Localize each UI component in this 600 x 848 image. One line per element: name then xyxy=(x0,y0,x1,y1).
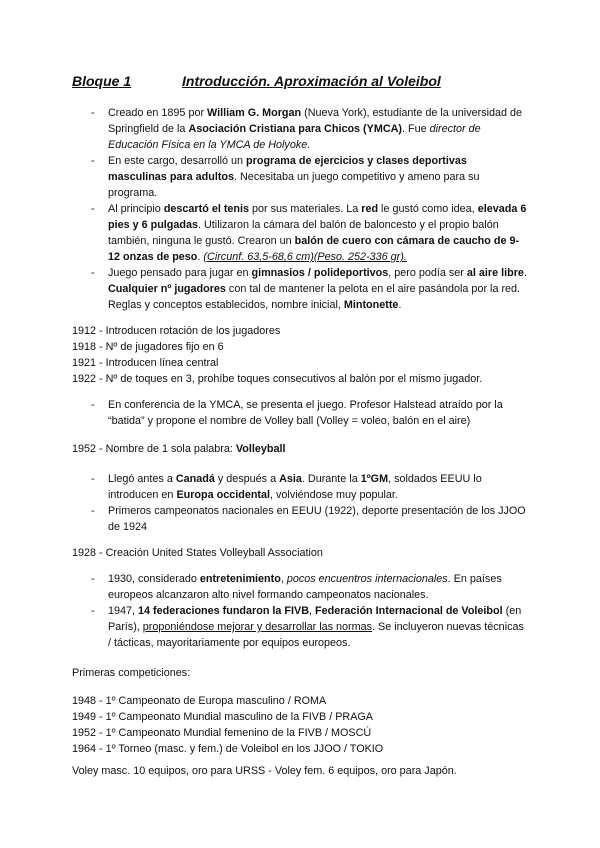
text-segment: . Necesitaba un juego competitivo y ameno para su programa. xyxy=(108,171,480,199)
emphasis-text: descartó el tenis xyxy=(163,203,250,215)
text-segment: . Se incluyeron nuevas técnicas / tácticas, mayoritariamente por equipos europeos. xyxy=(108,621,524,649)
bullet-item xyxy=(91,571,528,603)
text-segment: (Nueva York), estudiante de la universidad de Springfield de la xyxy=(108,107,523,135)
emphasis-text: Volleyball xyxy=(235,443,286,455)
text-segment: . Fue xyxy=(402,123,430,135)
text-segment: , xyxy=(280,573,287,585)
text-segment: , volviéndose muy popular. xyxy=(270,489,398,501)
bullet-dash: - xyxy=(91,399,95,411)
text-segment: 1921 - Introducen línea central xyxy=(72,357,219,369)
bullet-item xyxy=(91,471,528,503)
bullet-dash: - xyxy=(91,155,95,167)
bullet-item xyxy=(91,603,528,651)
text-line xyxy=(72,339,532,355)
page-title: Introducción. Aproximación al Voleibol xyxy=(182,73,441,89)
emphasis-text: Cualquier nº jugadores xyxy=(108,283,226,295)
bullet-dash: - xyxy=(91,605,95,617)
emphasis-text: proponiéndose mejorar y desarrollar las normas xyxy=(142,621,373,633)
emphasis-text: Federación Internacional de Voleibol xyxy=(315,605,503,617)
emphasis-text: red xyxy=(361,203,379,215)
emphasis-text: William G. Morgan xyxy=(207,107,302,119)
text-segment: 1948 - 1º Campeonato de Europa masculino / ROMA xyxy=(72,695,327,707)
emphasis-text: director de Educación Física en la YMCA de Holyoke. xyxy=(108,123,481,151)
emphasis-text: pocos encuentros internacionales xyxy=(286,573,448,585)
emphasis-text: entretenimiento xyxy=(199,573,281,585)
text-segment: Creado en 1895 por xyxy=(108,107,208,119)
text-segment: Al principio xyxy=(108,203,164,215)
text-segment: 1912 - Introducen rotación de los jugadores xyxy=(72,325,281,337)
text-segment: con tal de mantener la pelota en el aire pasándola por la red. Reglas y conceptos establecidos, nombre inicial, xyxy=(108,283,521,311)
emphasis-text: (Circunf. 63,5-68,6 cm)(Peso. 252-336 gr). xyxy=(203,251,407,263)
emphasis-text: Europa occidental xyxy=(176,489,271,501)
document-body xyxy=(72,105,532,779)
text-segment: 1922 - Nº de toques en 3, prohíbe toques consecutivos al balón por el mismo jugador. xyxy=(72,373,483,385)
text-segment: . Utilizaron la cámara del balón de baloncesto y el propio balón también, ninguna le gustó. Crearon un xyxy=(108,219,499,247)
text-segment: Primeras competiciones: xyxy=(72,667,191,679)
text-segment: Llegó antes a xyxy=(108,473,176,485)
bullet-dash: - xyxy=(91,107,95,119)
emphasis-text: al aire libre xyxy=(466,267,524,279)
bullet-item xyxy=(91,503,528,535)
bullet-dash: - xyxy=(91,573,95,585)
emphasis-text: balón de cuero con cámara de caucho de 9-12 onzas de peso xyxy=(108,235,520,263)
text-segment: Juego pensado para jugar en xyxy=(108,267,252,279)
emphasis-text: Canadá xyxy=(175,473,215,485)
bullet-dash: - xyxy=(91,473,95,485)
bullet-dash: - xyxy=(91,505,95,517)
text-line xyxy=(72,665,532,681)
emphasis-text: Mintonette xyxy=(343,299,399,311)
text-segment: 1930, considerado xyxy=(108,573,200,585)
text-segment: En conferencia de la YMCA, se presenta el juego. Profesor Halstead atraído por la “batida” y propone el nombre de Volley ball (Volley = voleo, balón en el aire) xyxy=(108,399,503,427)
text-segment: (en París), xyxy=(108,605,522,633)
text-line xyxy=(72,741,532,757)
text-line xyxy=(72,355,532,371)
emphasis-text: 1ºGM xyxy=(360,473,389,485)
text-segment: le gustó como idea, xyxy=(378,203,478,215)
text-segment: En este cargo, desarrolló un xyxy=(108,155,247,167)
text-line xyxy=(72,709,532,725)
text-line xyxy=(72,763,532,779)
text-line xyxy=(72,693,532,709)
text-segment: , soldados EEUU lo introducen en xyxy=(108,473,482,501)
bullet-item xyxy=(91,397,528,429)
text-segment: Voley masc. 10 equipos, oro para URSS - Voley fem. 6 equipos, oro para Japón. xyxy=(72,765,457,777)
emphasis-text: programa de ejercicios y clases deportivas masculinas para adultos xyxy=(108,155,467,183)
text-segment: . En países europeos alcanzaron alto nivel formando campeonatos nacionales. xyxy=(108,573,502,601)
text-segment: Primeros campeonatos nacionales en EEUU (1922), deporte presentación de los JJOO de 1924 xyxy=(108,505,526,533)
emphasis-text: elevada 6 pies y 6 pulgadas xyxy=(108,203,527,231)
text-segment: 1928 - Creación United States Volleyball Association xyxy=(72,547,323,559)
text-segment: y después a xyxy=(214,473,280,485)
text-segment: 1952 - 1º Campeonato Mundial femenino de la FIVB / MOSCÚ xyxy=(72,727,372,739)
bullet-item xyxy=(91,105,528,153)
text-segment: . xyxy=(523,267,527,279)
text-segment: por sus materiales. La xyxy=(249,203,362,215)
bullet-item xyxy=(91,201,528,265)
emphasis-text: Asia xyxy=(279,473,302,485)
text-segment: , xyxy=(309,605,316,617)
text-line xyxy=(72,323,532,339)
text-line xyxy=(72,545,532,561)
text-line xyxy=(72,371,532,387)
block-number-heading: Bloque 1 xyxy=(72,73,132,89)
emphasis-text: gimnasios / polideportivos xyxy=(251,267,389,279)
text-segment: 1949 - 1º Campeonato Mundial masculino de la FIVB / PRAGA xyxy=(72,711,374,723)
bullet-dash: - xyxy=(91,267,95,279)
text-segment: . Durante la xyxy=(301,473,361,485)
emphasis-text: Asociación Cristiana para Chicos (YMCA) xyxy=(188,123,403,135)
text-segment: , pero podía ser xyxy=(388,267,467,279)
text-segment: . xyxy=(398,299,402,311)
text-segment: 1964 - 1º Torneo (masc. y fem.) de Voleibol en los JJOO / TOKIO xyxy=(72,743,384,755)
text-segment: . xyxy=(197,251,204,263)
text-segment: 1918 - Nº de jugadores fijo en 6 xyxy=(72,341,224,353)
bullet-item xyxy=(91,265,528,313)
text-line xyxy=(72,725,532,741)
emphasis-text: 14 federaciones fundaron la FIVB xyxy=(138,605,310,617)
text-segment: 1947, xyxy=(108,605,139,617)
text-segment: 1952 - Nombre de 1 sola palabra: xyxy=(72,443,236,455)
bullet-dash: - xyxy=(91,203,95,215)
bullet-item xyxy=(91,153,528,201)
text-line xyxy=(72,441,532,457)
